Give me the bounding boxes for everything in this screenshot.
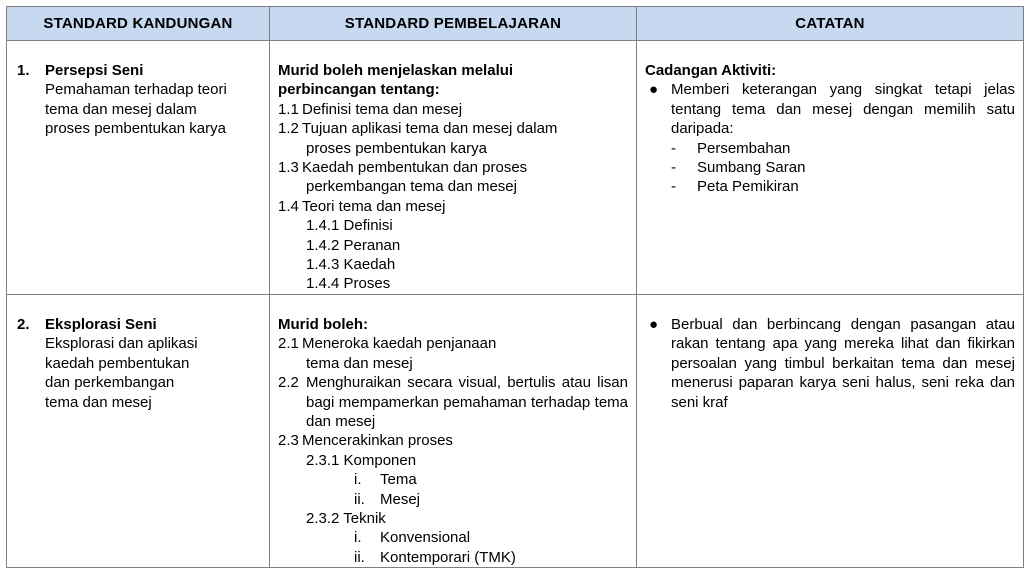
pembelajaran-cell	[270, 295, 637, 568]
sub-item: 1.4.4 Proses	[306, 275, 391, 293]
pembelajaran-cell	[270, 41, 637, 295]
list-item: 2.3 Mencerakinkan proses	[278, 432, 453, 450]
section-number: 2.	[17, 316, 30, 333]
header-row	[7, 7, 1024, 41]
sub-item: 1.4.3 Kaedah	[306, 256, 396, 274]
sub-item: 2.3.2 Teknik	[306, 510, 386, 528]
section-title: Persepsi Seni	[45, 62, 144, 79]
list-item: 1.3 Kaedah pembentukan dan proses	[278, 159, 528, 177]
section-title: Eksplorasi Seni	[45, 316, 157, 333]
catatan-cell	[637, 295, 1024, 568]
kandungan-line: proses pembentukan karya	[45, 120, 226, 138]
table-row	[7, 295, 1024, 568]
dash-item: - Sumbang Saran	[671, 159, 806, 177]
bullet-icon: ●	[649, 316, 659, 333]
activity-heading: Cadangan Aktiviti:	[645, 62, 777, 79]
list-item: 2.2 Menghuraikan secara visual, bertulis atau lisan bagi mempamerkan pemahaman terhadap tema dan mesej	[278, 374, 628, 431]
roman-item: ii. Kontemporari (TMK)	[354, 548, 516, 566]
sub-item: 1.4.1 Definisi	[306, 217, 393, 235]
sub-item: 2.3.1 Komponen	[306, 451, 417, 469]
list-item-cont: proses pembentukan karya	[306, 139, 487, 157]
header-catatan: CATATAN	[637, 7, 1024, 41]
kandungan-line: Pemahaman terhadap teori	[45, 81, 227, 99]
header-standard-pembelajaran: STANDARD PEMBELAJARAN	[270, 7, 637, 41]
list-item-cont: tema dan mesej	[306, 354, 413, 372]
kandungan-line: tema dan mesej	[45, 393, 152, 411]
roman-item: i. Konvensional	[354, 529, 471, 547]
bullet-icon: ●	[649, 81, 659, 99]
list-item: 1.4 Teori tema dan mesej	[278, 197, 446, 215]
list-item: 1.2 Tujuan aplikasi tema dan mesej dalam	[278, 120, 558, 138]
intro-line: perbincangan tentang:	[278, 81, 440, 99]
intro-line: Murid boleh:	[278, 316, 368, 333]
kandungan-cell	[7, 41, 270, 295]
section-number: 1.	[17, 62, 30, 79]
curriculum-table	[6, 6, 1024, 568]
catatan-cell	[637, 41, 1024, 295]
dash-item: - Peta Pemikiran	[671, 178, 799, 196]
kandungan-line: Eksplorasi dan aplikasi	[45, 335, 198, 353]
header-standard-kandungan: STANDARD KANDUNGAN	[7, 7, 270, 41]
roman-item: i. Tema	[354, 471, 417, 489]
dash-item: - Persembahan	[671, 139, 791, 157]
kandungan-line: dan perkembangan	[45, 374, 175, 392]
kandungan-cell	[7, 295, 270, 568]
kandungan-line: kaedah pembentukan	[45, 354, 190, 372]
bullet-item: ● Berbual dan berbincang dengan pasangan atau rakan tentang apa yang mereka lihat dan fikirkan persoalan yang timbul berkaitan tema dan mesej menerusi paparan karya seni halus, seni reka dan seni kraf	[649, 316, 1015, 411]
bullet-item: ● Memberi keterangan yang singkat tetapi jelas tentang tema dan mesej dengan memilih satu daripada:	[649, 81, 1015, 138]
sub-item: 1.4.2 Peranan	[306, 236, 401, 254]
table-row	[7, 41, 1024, 295]
intro-line: Murid boleh menjelaskan melalui	[278, 62, 514, 79]
list-item-cont: perkembangan tema dan mesej	[306, 178, 517, 196]
kandungan-line: tema dan mesej dalam	[45, 100, 197, 118]
list-item: 1.1 Definisi tema dan mesej	[278, 100, 463, 118]
list-item: 2.1 Meneroka kaedah penjanaan	[278, 335, 497, 353]
roman-item: ii. Mesej	[354, 490, 421, 508]
